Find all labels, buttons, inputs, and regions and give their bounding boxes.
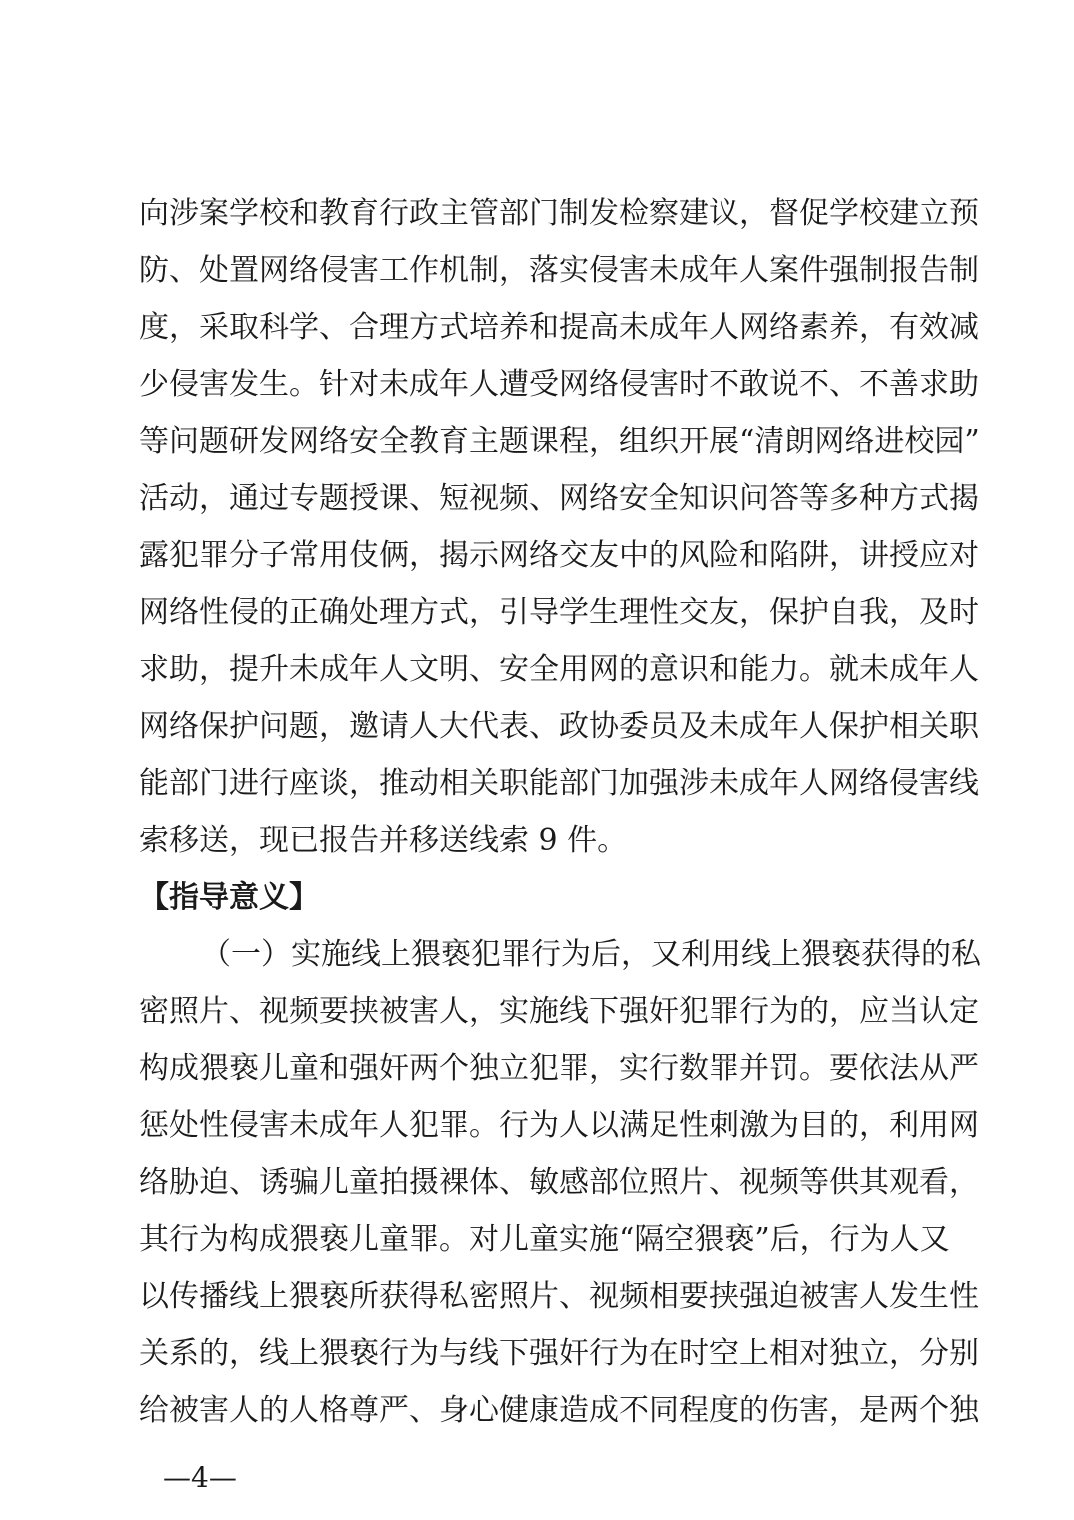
body-text-line: 给被害人的人格尊严、身心健康造成不同程度的伤害，是两个独 xyxy=(139,1393,979,1428)
body-text-line: 能部门进行座谈，推动相关职能部门加强涉未成年人网络侵害线 xyxy=(139,766,979,801)
body-text-line: 等问题研发网络安全教育主题课程，组织开展“清朗网络进校园” xyxy=(139,424,980,459)
page-number: —4— xyxy=(163,1461,237,1494)
body-text-line: 活动，通过专题授课、短视频、网络安全知识问答等多种方式揭 xyxy=(139,481,979,516)
body-text-line: 络胁迫、诱骗儿童拍摄裸体、敏感部位照片、视频等供其观看， xyxy=(139,1165,979,1200)
body-text-line: 关系的，线上猥亵行为与线下强奸行为在时空上相对独立，分别 xyxy=(139,1336,979,1371)
body-text-line: 其行为构成猥亵儿童罪。对儿童实施“隔空猥亵”后，行为人又 xyxy=(139,1222,950,1257)
body-text-line: 露犯罪分子常用伎俩，揭示网络交友中的风险和陷阱，讲授应对 xyxy=(139,538,979,573)
body-text-line: 以传播线上猥亵所获得私密照片、视频相要挟强迫被害人发生性 xyxy=(139,1279,979,1314)
body-text-line: 网络保护问题，邀请人大代表、政协委员及未成年人保护相关职 xyxy=(139,709,979,744)
body-text-line: 向涉案学校和教育行政主管部门制发检察建议，督促学校建立预 xyxy=(139,196,979,231)
body-text-line: 防、处置网络侵害工作机制，落实侵害未成年人案件强制报告制 xyxy=(139,253,979,288)
body-text-line: 少侵害发生。针对未成年人遭受网络侵害时不敢说不、不善求助 xyxy=(139,367,979,402)
body-text-line: （一）实施线上猥亵犯罪行为后，又利用线上猥亵获得的私 xyxy=(201,937,981,972)
body-text-line: 网络性侵的正确处理方式，引导学生理性交友，保护自我，及时 xyxy=(139,595,979,630)
body-text-line: 索移送，现已报告并移送线索 9 件。 xyxy=(139,823,628,858)
body-text-line: 密照片、视频要挟被害人，实施线下强奸犯罪行为的，应当认定 xyxy=(139,994,979,1029)
section-heading: 【指导意义】 xyxy=(139,880,319,915)
body-text-line: 度，采取科学、合理方式培养和提高未成年人网络素养，有效减 xyxy=(139,310,979,345)
body-text-line: 求助，提升未成年人文明、安全用网的意识和能力。就未成年人 xyxy=(139,652,979,687)
body-text-line: 惩处性侵害未成年人犯罪。行为人以满足性刺激为目的，利用网 xyxy=(139,1108,979,1143)
body-text-line: 构成猥亵儿童和强奸两个独立犯罪，实行数罪并罚。要依法从严 xyxy=(139,1051,979,1086)
